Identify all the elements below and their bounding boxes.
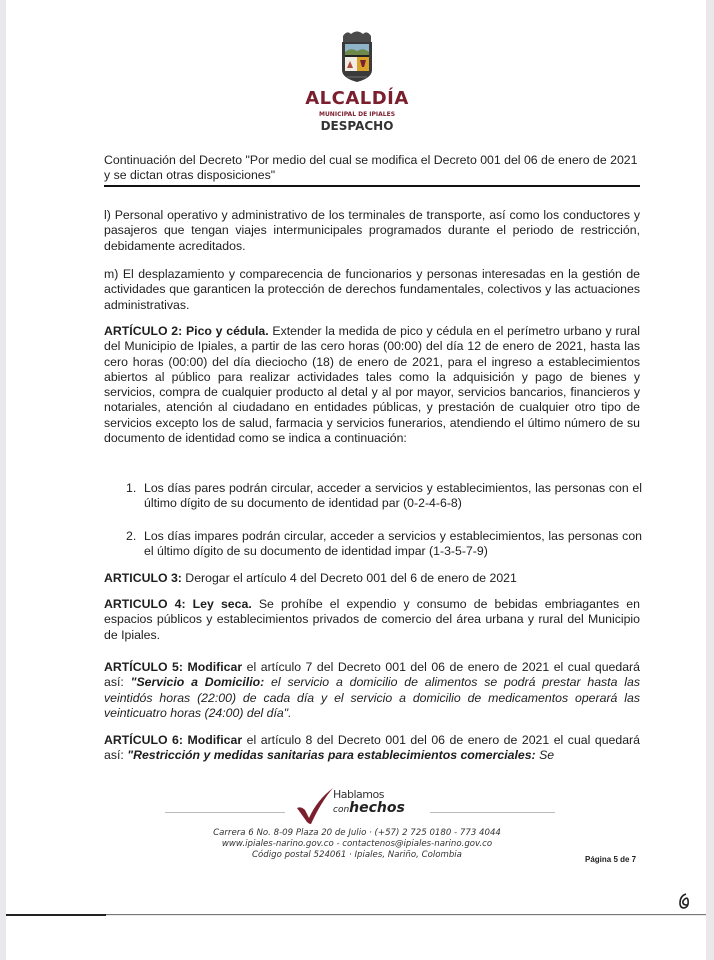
article-3-text: Derogar el artículo 4 del Decreto 001 del 6 de enero de 2021 [181, 571, 517, 585]
article-6-text: el artículo 8 del Decreto 001 del 06 de enero de 2021 el cual quedará así: [104, 733, 640, 763]
slogan-con: con [333, 805, 350, 815]
article-2-heading: ARTÍCULO 2: Pico y cédula. [104, 324, 269, 338]
checkmark-icon [295, 786, 335, 826]
next-page-area [6, 916, 706, 960]
article-2 [104, 324, 640, 446]
institution-name: ALCALDÍA [305, 88, 409, 109]
decree-continuation-title: Continuación del Decreto "Por medio del cual se modifica el Decreto 001 del 06 de enero de 2021 y se dictan otras disposiciones" [104, 153, 638, 182]
article-6 [104, 733, 640, 764]
page-number: Página 5 de 7 [585, 855, 637, 864]
article-4-heading: ARTICULO 4: Ley seca. [104, 597, 252, 611]
article-6-quote-text: Se [535, 748, 555, 763]
footer-divider-right [430, 812, 555, 813]
paragraph-l: l) Personal operativo y administrativo de los terminales de transporte, así como los conductores y pasajeros que tengan viajes intermunicipales programados durante el periodo de restricción, debidamente acreditados. [104, 208, 640, 253]
list-number: 2. [126, 529, 137, 543]
list-text: Los días impares podrán circular, acceder a servicios y establecimientos, las personas con el último dígito de su documento de identidad impar (1-3-5-7-9) [144, 529, 642, 559]
slogan-line-2 [333, 800, 405, 816]
footer-divider-left [165, 812, 285, 813]
slogan-line-1: Hablamos [333, 788, 384, 801]
header-logo [0, 30, 714, 89]
article-3 [104, 571, 640, 586]
article-5-quote-text: el servicio a domicilio de alimentos se podrá prestar hasta las veintidós horas (22:00) de cada día y el servicio a domicilio de medicamentos operará las veinticuatro horas (24:00) del día". [104, 675, 640, 720]
footer-postal: Código postal 524061 · Ipiales, Nariño, Colombia [252, 850, 462, 860]
article-3-heading: ARTICULO 3: [104, 571, 182, 585]
page-edge [6, 914, 706, 915]
footer-slogan [295, 786, 425, 826]
footer-address: Carrera 6 No. 8-09 Plaza 20 de Julio · (+57) 2 725 0180 - 773 4044 [213, 828, 501, 838]
article-5-quote-heading: "Servicio a Domicilio: [130, 675, 265, 690]
footer-web-contact: www.ipiales-narino.gov.co - contactenos@ipiales-narino.gov.co [221, 839, 493, 849]
handwritten-initial-icon [677, 892, 691, 910]
list-text: Los días pares podrán circular, acceder a servicios y establecimientos, las personas con el último dígito de su documento de identidad par (0-2-4-6-8) [144, 481, 642, 511]
article-5-text: el artículo 7 del Decreto 001 del 06 de enero de 2021 el cual quedará así: [104, 660, 640, 690]
article-4-text: Se prohíbe el expendio y consumo de bebidas embriagantes en espacios públicos y establecimientos privados de comercio del área urbana y rural del Municipio de Ipiales. [104, 597, 640, 642]
office-name: DESPACHO [320, 119, 394, 133]
document-page [6, 0, 706, 914]
paragraph-m: m) El desplazamiento y comparecencia de funcionarios y personas interesadas en la gestión de actividades que garanticen la protección de derechos fundamentales, colectivos y las actuaciones administrativas. [104, 267, 640, 312]
coat-of-arms-icon [337, 30, 377, 84]
header-divider [104, 185, 640, 187]
article-5-heading: ARTÍCULO 5: Modificar [104, 660, 243, 674]
article-2-text: Extender la medida de pico y cédula en el perímetro urbano y rural del Municipio de Ipiales, a partir de las cero horas (00:00) del día 12 de enero de 2021, hasta las cero horas (00:00) del día dieciocho (18) de enero de 2021, para el ingreso a establecimientos abiertos al público para realizar actividades tales como la adquisición y pago de bienes y servicios, compra de cualquier producto al detal y al por mayor, servicios bancarios, financieros y notariales, atención al ciudadano en entidades públicas, y prestación de cualquier otro tipo de servicios excepto los de salud, farmacia y servicios funerarios, atendiendo el último número de su documento de identidad como se indica a continuación: [104, 324, 640, 446]
article-6-quote-heading: "Restricción y medidas sanitarias para establecimientos comerciales: [127, 748, 536, 763]
list-item [126, 481, 642, 512]
article-5 [104, 660, 640, 721]
list-item [126, 529, 642, 560]
slogan-hechos: hechos [349, 800, 405, 816]
list-number: 1. [126, 481, 137, 495]
article-4 [104, 597, 640, 643]
article-6-heading: ARTÍCULO 6: Modificar [104, 733, 243, 747]
municipality-name: MUNICIPAL DE IPIALES [318, 111, 396, 118]
